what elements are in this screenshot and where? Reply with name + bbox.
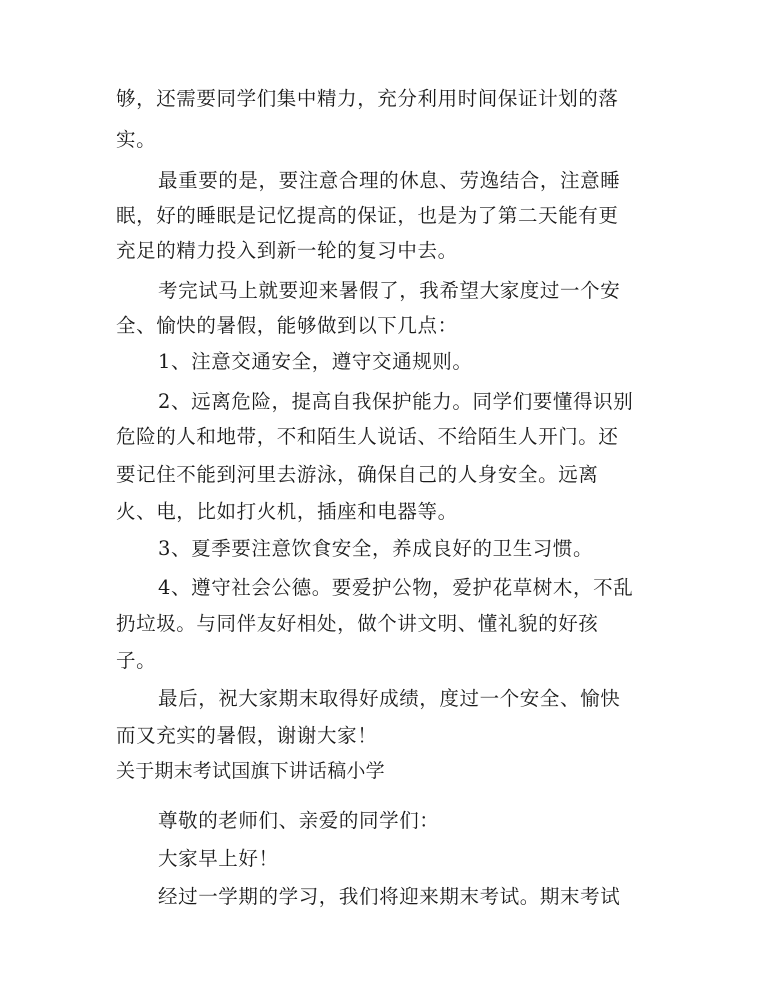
text-line: 实。 — [116, 128, 157, 151]
list-item-3: 3、夏季要注意饮食安全，养成良好的卫生习惯。 — [158, 537, 594, 560]
text-line: 全、愉快的暑假，能够做到以下几点： — [116, 314, 458, 337]
text-line: 眠，好的睡眠是记忆提高的保证，也是为了第二天能有更 — [116, 204, 619, 227]
text-line: 危险的人和地带，不和陌生人说话、不给陌生人开门。还 — [116, 425, 619, 448]
list-item-1: 1、注意交通安全，遵守交通规则。 — [158, 350, 473, 373]
text-line: 子。 — [116, 649, 157, 672]
list-item-4: 4、遵守社会公德。要爱护公物，爱护花草树木，不乱 — [158, 576, 634, 599]
paragraph-start: 最后，祝大家期末取得好成绩，度过一个安全、愉快 — [158, 687, 621, 710]
text-line: 够，还需要同学们集中精力，充分利用时间保证计划的落 — [116, 87, 619, 110]
paragraph-start: 经过一学期的学习，我们将迎来期末考试。期末考试 — [158, 885, 621, 908]
paragraph-start: 最重要的是，要注意合理的休息、劳逸结合，注意睡 — [158, 169, 621, 192]
paragraph-start: 考完试马上就要迎来暑假了，我希望大家度过一个安 — [158, 279, 621, 302]
text-line: 火、电，比如打火机，插座和电器等。 — [116, 500, 458, 523]
salutation: 尊敬的老师们、亲爱的同学们： — [158, 809, 440, 832]
text-line: 扔垃圾。与同伴友好相处，做个讲文明、懂礼貌的好孩 — [116, 612, 599, 635]
text-line: 充足的精力投入到新一轮的复习中去。 — [116, 239, 458, 262]
text-line: 而又充实的暑假，谢谢大家！ — [116, 724, 378, 747]
greeting: 大家早上好！ — [158, 847, 279, 870]
text-line: 要记住不能到河里去游泳，确保自己的人身安全。远离 — [116, 463, 599, 486]
section-title: 关于期末考试国旗下讲话稿小学 — [116, 760, 385, 782]
list-item-2: 2、远离危险，提高自我保护能力。同学们要懂得识别 — [158, 390, 634, 413]
